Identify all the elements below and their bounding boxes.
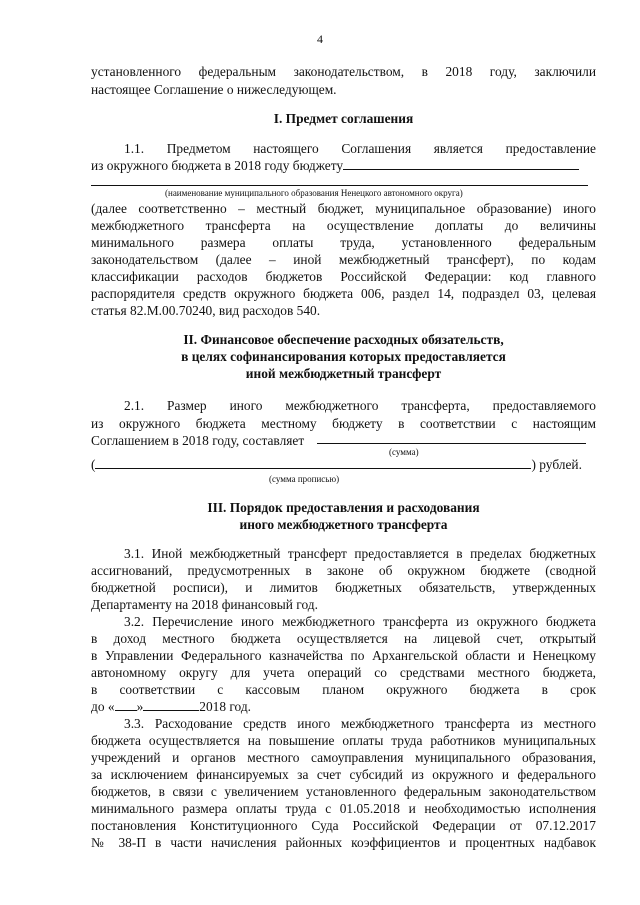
rubles-label: ) рублей. xyxy=(531,457,582,472)
municipality-name-caption: (наименование муниципального образования Ненецкого автономного округа) xyxy=(165,188,463,198)
sum-words-row xyxy=(91,457,596,473)
section-1-heading: I. Предмет соглашения xyxy=(273,111,414,126)
section-3-3-line: 3.3. Расходование средств иного межбюджетного трансферта из местного xyxy=(124,716,596,731)
section-3-3-line: учреждений и органов местного самоуправления муниципального образования, xyxy=(91,750,596,765)
sum-line xyxy=(317,443,586,444)
section-2-paragraph-line xyxy=(91,433,596,449)
section-1-text-line: классификации расходов бюджетов Российской Федерации: код главного xyxy=(91,269,596,284)
deadline-quote: » xyxy=(136,699,144,714)
intro-line-1: установленного федеральным законодательством, в 2018 году, заключили xyxy=(91,64,596,79)
section-1-paragraph-text: из окружного бюджета в 2018 году бюджету xyxy=(91,158,344,173)
section-3-3-line: минимального размера оплаты труда с 01.05.2018 и необходимостью исполнения xyxy=(91,801,596,816)
sum-words-blank xyxy=(95,457,531,469)
section-1-text-line: минимального размера оплаты труда, установленного федеральным xyxy=(91,235,596,250)
section-3-2-deadline xyxy=(91,699,596,715)
section-3-heading: иного межбюджетного трансферта xyxy=(239,517,448,532)
deadline-month-blank xyxy=(143,699,199,711)
section-1-text-line: (далее соответственно – местный бюджет, муниципальное образование) иного xyxy=(91,201,596,216)
section-1-text-line: статья 82.М.00.70240, вид расходов 540. xyxy=(91,303,321,318)
section-3-2-line: в соответствии с кассовым планом окружного бюджета в срок xyxy=(91,682,596,697)
section-3-1-line: 3.1. Иной межбюджетный трансферт предоставляется в пределах бюджетных xyxy=(124,546,596,561)
section-1-text-line: межбюджетного трансферта на осуществление доплаты до величины xyxy=(91,218,596,233)
section-3-3-line: постановления Конституционного Суда Российской Федерации от 07.12.2017 xyxy=(91,818,596,833)
section-3-heading: III. Порядок предоставления и расходования xyxy=(207,500,480,515)
section-1-paragraph-line xyxy=(91,158,596,174)
section-2-heading: иной межбюджетный трансферт xyxy=(245,366,442,381)
section-2-paragraph-text: Соглашением в 2018 году, составляет xyxy=(91,433,305,448)
deadline-day-blank xyxy=(115,699,137,711)
section-3-3-line: за исключением финансируемых за счет субсидий из окружного и федерального xyxy=(91,767,596,782)
section-3-3-line: бюджетов, в связи с увеличением установленного федеральным законодательством xyxy=(91,784,596,799)
sum-caption: (сумма) xyxy=(389,447,419,457)
section-2-paragraph-line: из окружного бюджета местному бюджету в соответствии с настоящим xyxy=(91,416,596,431)
section-2-paragraph-line: 2.1. Размер иного межбюджетного трансферта, предоставляемого xyxy=(124,398,596,413)
municipality-name-blank xyxy=(343,158,579,170)
municipality-name-line xyxy=(91,185,588,186)
intro-line-2: настоящее Соглашение о нижеследующем. xyxy=(91,82,337,97)
section-2-heading: в целях софинансирования которых предоставляется xyxy=(181,349,506,364)
section-3-2-line: 3.2. Перечисление иного межбюджетного трансферта из окружного бюджета xyxy=(124,614,596,629)
section-3-2-line: в Управлении Федерального казначейства по Архангельской области и Ненецкому xyxy=(91,648,596,663)
section-3-3-line: № 38-П в части начисления районных коэффициентов и процентных надбавок xyxy=(91,835,596,850)
section-3-2-line: в доход местного бюджета осуществляется на лицевой счет, открытый xyxy=(91,631,596,646)
section-1-paragraph-line: 1.1. Предметом настоящего Соглашения является предоставление xyxy=(124,141,596,156)
section-2-heading: II. Финансовое обеспечение расходных обязательств, xyxy=(183,332,504,347)
deadline-year: 2018 год. xyxy=(199,699,252,714)
open-paren: ( xyxy=(91,457,96,472)
section-3-1-line: Департаменту на 2018 финансовый год. xyxy=(91,597,318,612)
section-3-2-line: автономному округу для учета операций со средствами местного бюджета, xyxy=(91,665,596,680)
sum-words-caption: (сумма прописью) xyxy=(269,474,340,484)
section-3-1-line: бюджетной росписи), и лимитов бюджетных обязательств, утвержденных xyxy=(91,580,596,595)
section-3-1-line: ассигнований, предусмотренных в законе об окружном бюджете (сводной xyxy=(91,563,596,578)
section-3-3-line: бюджета осуществляется на повышение оплаты труда работников муниципальных xyxy=(91,733,596,748)
section-1-text-line: законодательством (далее – иной межбюджетный трансферт), по кодам xyxy=(91,252,596,267)
section-1-text-line: распорядителя средств окружного бюджета 006, раздел 14, подраздел 03, целевая xyxy=(91,286,596,301)
deadline-prefix: до « xyxy=(91,699,115,714)
page-number: 4 xyxy=(317,32,323,46)
